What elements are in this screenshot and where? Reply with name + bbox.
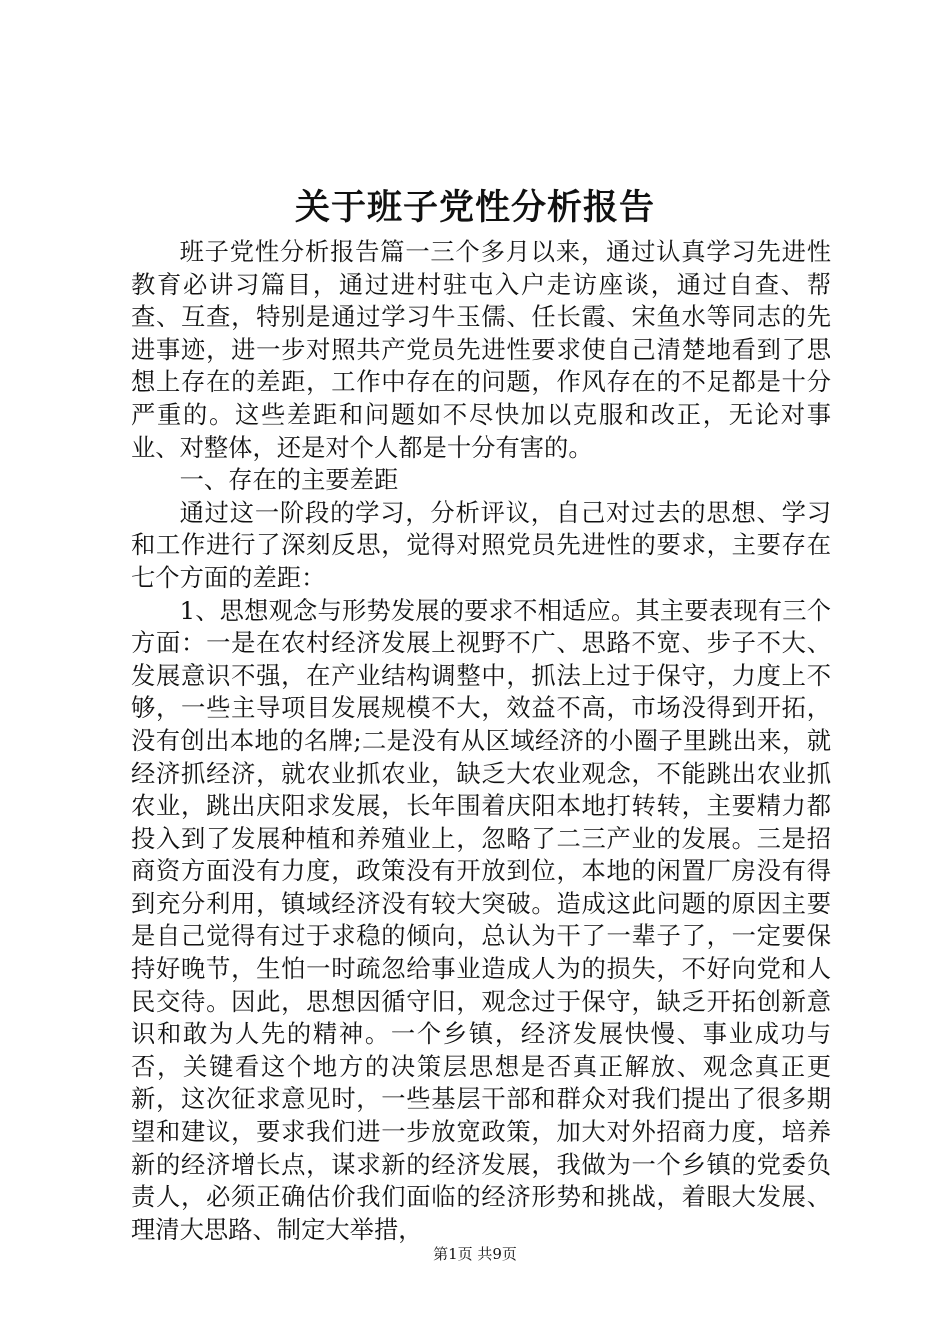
paragraph-point-1: 1、思想观念与形势发展的要求不相适应。其主要表现有三个方面：一是在农村经济发展上视野不广、思路不宽、步子不大、发展意识不强，在产业结构调整中，抓法上过于保守，力度上不够，一些主导项目发展规模不大，效益不高，市场没得到开拓，没有创出本地的名牌;二是没有从区域经济的小圈子里跳出来，就经济抓经济，就农业抓农业，缺乏大农业观念，不能跳出农业抓农业，跳出庆阳求发展，长年围着庆阳本地打转转，主要精力都投入到了发展种植和养殖业上，忽略了二三产业的发展。三是招商资方面没有力度，政策没有开放到位，本地的闲置厂房没有得到充分利用，镇域经济没有较大突破。造成这此问题的原因主要是自己觉得有过于求稳的倾向，总认为干了一辈子了，一定要保持好晚节，生怕一时疏忽给事业造成人为的损失，不好向党和人民交待。因此，思想因循守旧，观念过于保守，缺乏开拓创新意识和敢为人先的精神。一个乡镇，经济发展快慢、事业成功与否，关键看这个地方的决策层思想是否真正解放、观念真正更新，这次征求意见时，一些基层干部和群众对我们提出了很多期望和建议，要求我们进一步放宽政策，加大对外招商力度，培养新的经济增长点，谋求新的经济发展，我做为一个乡镇的党委负责人，必须正确估价我们面临的经济形势和挑战，着眼大发展、理清大思路、制定大举措， — [131, 595, 831, 1244]
section-heading: 一、存在的主要差距 — [179, 465, 399, 495]
paragraph-reflection: 通过这一阶段的学习，分析评议，自己对过去的思想、学习和工作进行了深刻反思，觉得对照党员先进性的要求，主要存在七个方面的差距： — [131, 497, 831, 592]
document-body — [131, 236, 831, 1246]
paragraph-intro: 班子党性分析报告篇一三个多月以来，通过认真学习先进性教育必讲习篇目，通过进村驻屯入户走访座谈，通过自查、帮查、互查，特别是通过学习牛玉儒、任长霞、宋鱼水等同志的先进事迹，进一步对照共产党员先进性要求使自己清楚地看到了思想上存在的差距，工作中存在的问题，作风存在的不足都是十分严重的。这些差距和问题如不尽快加以克服和改正，无论对事业、对整体，还是对个人都是十分有害的。 — [131, 237, 831, 462]
document-title: 关于班子党性分析报告 — [294, 187, 655, 228]
page-footer: 第1页 共9页 — [433, 1245, 517, 1263]
